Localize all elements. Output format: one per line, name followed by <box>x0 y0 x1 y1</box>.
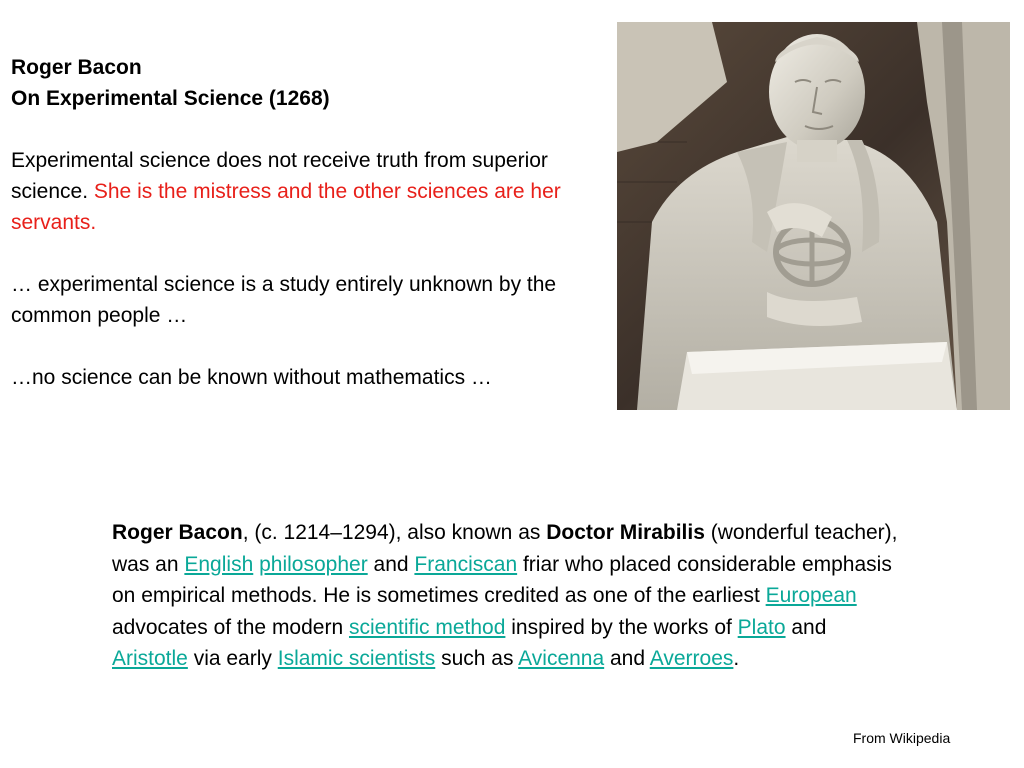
bio-text: friar who placed considerable emphasis on empirical methods. He is sometimes credited as one of the earliest <box>112 552 892 607</box>
link-plato[interactable]: Plato <box>737 615 786 639</box>
quote-block <box>11 52 611 393</box>
bio-text: via early <box>187 647 278 670</box>
link-islamic-scientists[interactable]: Islamic scientists <box>277 647 436 670</box>
link-philosopher[interactable]: philosopher <box>259 552 368 576</box>
quote-paragraph-1 <box>11 145 611 238</box>
link-avicenna[interactable]: Avicenna <box>518 647 605 670</box>
bio-text: and <box>785 615 827 639</box>
bio-text: and <box>604 647 650 670</box>
bio-text: . <box>733 647 740 670</box>
bio-text: such as <box>435 647 519 670</box>
quote-highlight: She is the mistress and the other sciences are her servants. <box>11 180 561 234</box>
quote-paragraph-3: …no science can be known without mathematics … <box>11 366 492 389</box>
quote-paragraph-1-text: Experimental science does not receive truth from superior science. <box>11 149 548 203</box>
bio-text: inspired by the works of <box>505 615 738 639</box>
link-averroes[interactable]: Averroes <box>649 647 734 670</box>
link-aristotle[interactable]: Aristotle <box>112 647 188 670</box>
bio-text: , (c. 1214–1294), also known as <box>242 521 547 544</box>
source-attribution: From Wikipedia <box>853 730 951 746</box>
bio-nickname: Doctor Mirabilis <box>546 521 705 544</box>
quote-work-title: On Experimental Science (1268) <box>11 87 330 110</box>
bio-paragraph <box>112 517 902 675</box>
statue-image <box>617 22 1010 410</box>
bio-text: and <box>367 552 415 576</box>
quote-paragraph-2: … experimental science is a study entirely unknown by the common people … <box>11 273 557 327</box>
bio-text: (wonderful teacher), was an <box>112 521 898 576</box>
link-english[interactable]: English <box>184 552 254 576</box>
link-franciscan[interactable]: Franciscan <box>414 552 518 576</box>
bio-name: Roger Bacon <box>112 521 243 544</box>
bio-text: advocates of the modern <box>112 615 349 639</box>
link-european[interactable]: European <box>765 584 857 607</box>
quote-author: Roger Bacon <box>11 56 142 79</box>
link-scientific-method[interactable]: scientific method <box>348 615 506 639</box>
